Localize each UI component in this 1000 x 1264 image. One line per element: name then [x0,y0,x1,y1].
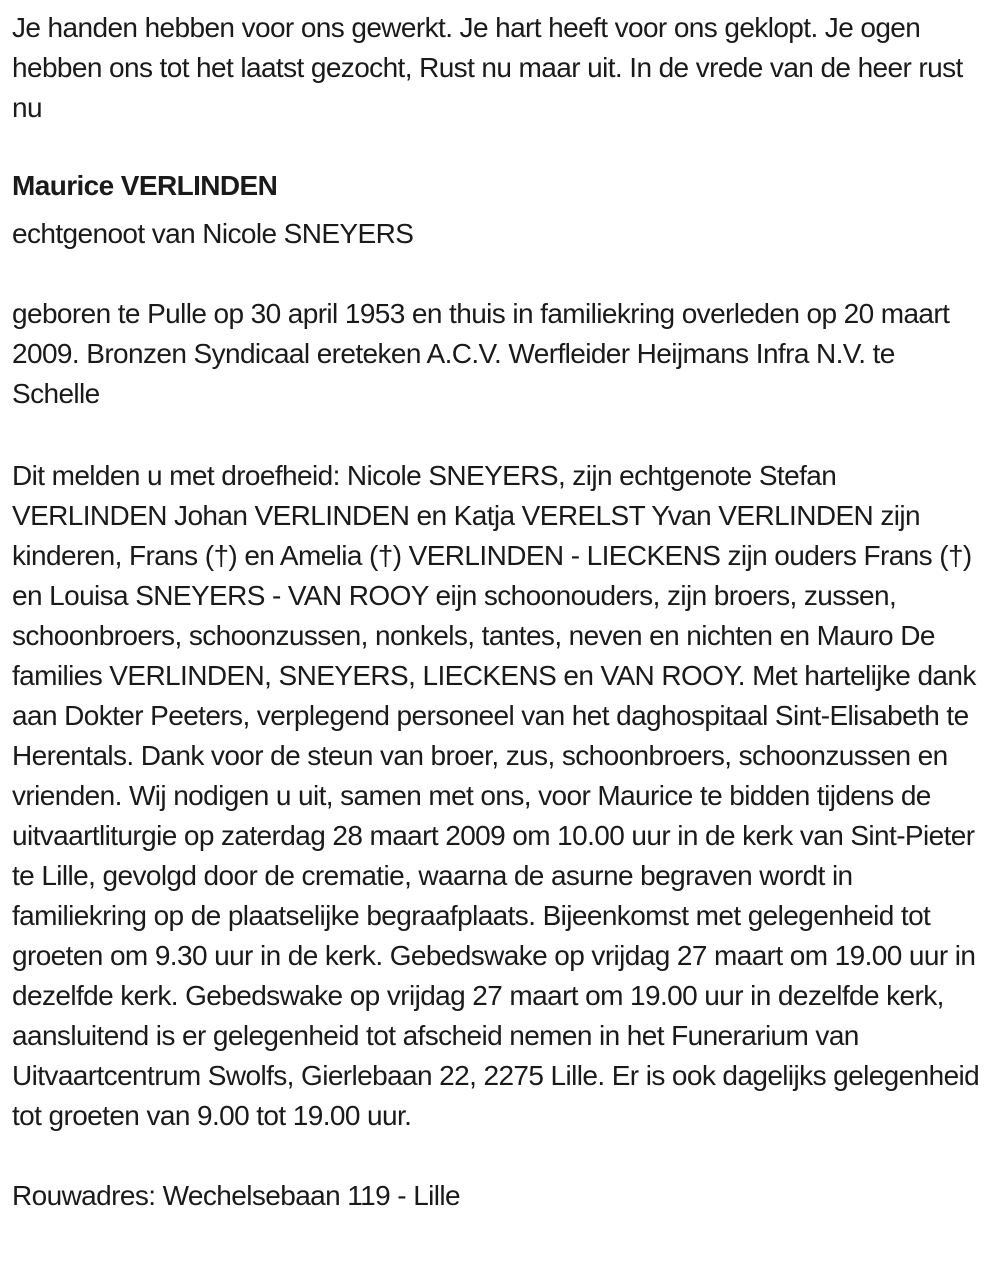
mourning-address: Rouwadres: Wechelsebaan 119 - Lille [12,1180,461,1211]
spouse-line: echtgenoot van Nicole SNEYERS [12,218,414,249]
deceased-name: Maurice VERLINDEN [12,170,278,201]
condolence-verse: Je handen hebben voor ons gewerkt. Je hart heeft voor ons geklopt. Je ogen hebben ons tot het laatst gezocht, Rust nu maar uit. In de vrede van de heer rust nu [12,12,963,123]
birth-death-info: geboren te Pulle op 30 april 1953 en thuis in familiekring overleden op 20 maart 2009. Bronzen Syndicaal ereteken A.C.V. Werfleider Heijmans Infra N.V. te Schelle [12,298,950,409]
announcement-text: Dit melden u met droefheid: Nicole SNEYERS, zijn echtgenote Stefan VERLINDEN Johan VERLINDEN en Katja VERELST Yvan VERLINDEN zijn kinderen, Frans (†) en Amelia (†) VERLINDEN - LIECKENS zijn ouders Frans (†) en Louisa SNEYERS - VAN ROOY eijn schoonouders, zijn broers, zussen, schoonbroers, schoonzussen, nonkels, tantes, neven en nichten en Mauro De families VERLINDEN, SNEYERS, LIECKENS en VAN ROOY. Met hartelijke dank aan Dokter Peeters, verplegend personeel van het daghospitaal Sint-Elisabeth te Herentals. Dank voor de steun van broer, zus, schoonbroers, schoonzussen en vrienden. Wij nodigen u uit, samen met ons, voor Maurice te bidden tijdens de uitvaartliturgie op zaterdag 28 maart 2009 om 10.00 uur in de kerk van Sint-Pieter te Lille, gevolgd door de crematie, waarna de asurne begraven wordt in familiekring op de plaatselijke begraafplaats. Bijeenkomst met gelegenheid tot groeten om 9.30 uur in de kerk. Gebedswake op vrijdag 27 maart om 19.00 uur in dezelfde kerk. Gebedswake op vrijdag 27 maart om 19.00 uur in dezelfde kerk, aansluitend is er gelegenheid tot afscheid nemen in het Funerarium van Uitvaartcentrum Swolfs, Gierlebaan 22, 2275 Lille. Er is ook dagelijks gelegenheid tot groeten van 9.00 tot 19.00 uur. [12,460,980,1131]
